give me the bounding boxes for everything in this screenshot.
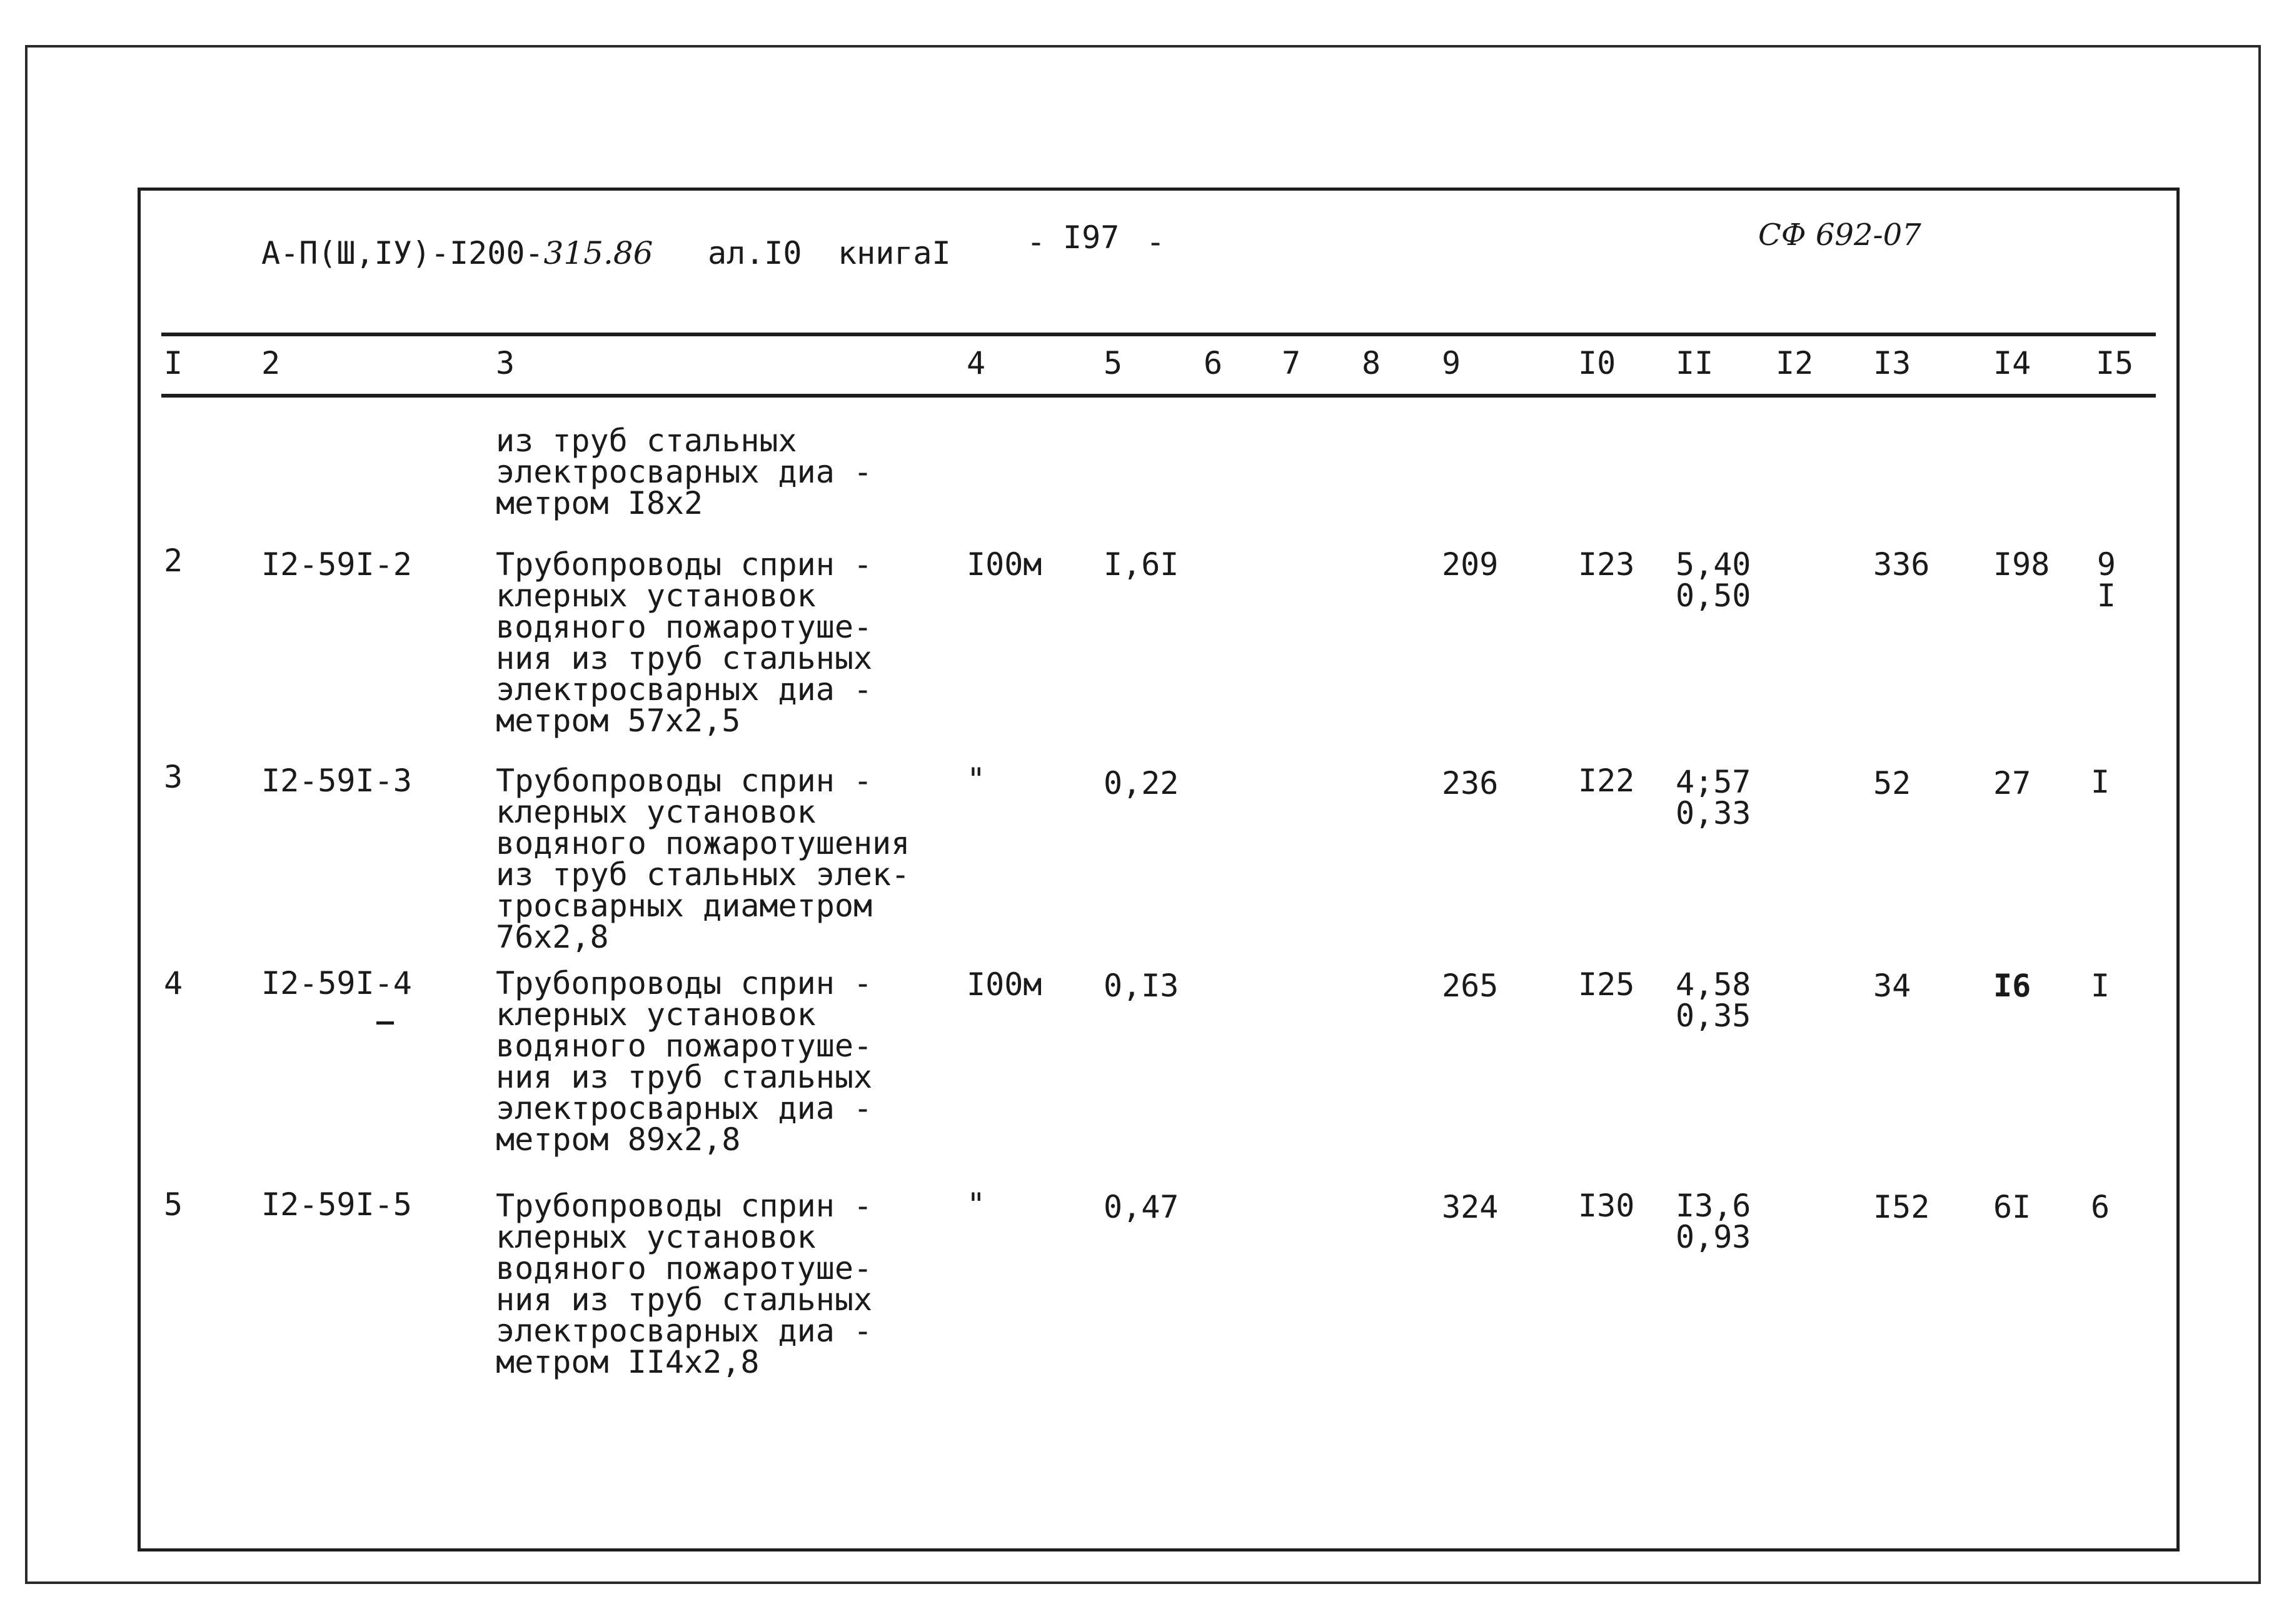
row-col11: I3,6 0,93 <box>1676 1188 1751 1255</box>
row-number: 2 <box>164 543 183 579</box>
row-col14: I6 <box>1993 968 2031 1004</box>
archive-stamp: СФ 692-07 <box>1758 218 1921 253</box>
column-header-8: 8 <box>1362 345 1381 381</box>
row-number: 3 <box>164 759 183 795</box>
column-header-4: 4 <box>967 345 986 381</box>
row-col13: I52 <box>1873 1189 1930 1225</box>
document-code-prefix: А-П(Ш,IУ)-I200- <box>261 235 544 271</box>
continuation-text: из труб стальных электросварных диа - метром I8х2 <box>496 423 873 521</box>
row-col11: 4,58 0,35 <box>1676 966 1751 1034</box>
column-header-7: 7 <box>1282 345 1301 381</box>
row-col5: 0,47 <box>1104 1189 1179 1225</box>
column-header-13: I3 <box>1873 345 1911 381</box>
row-col15: I <box>2091 968 2110 1004</box>
row-col10: I25 <box>1578 966 1635 1003</box>
album-label: ал.I0 <box>708 235 802 271</box>
table-top-rule <box>161 333 2156 336</box>
row-number: 5 <box>164 1186 183 1223</box>
column-header-12: I2 <box>1776 345 1814 381</box>
row-description: Трубопроводы сприн - клерных установок водяного пожаротушения из труб стальных элек- тросварных диаметром 76х2,8 <box>496 763 910 955</box>
row-col10: I30 <box>1578 1188 1635 1224</box>
page-dash-left: - <box>1027 224 1046 260</box>
row-col5: I,6I <box>1104 546 1179 583</box>
document-code <box>261 235 653 271</box>
row-unit: " <box>967 1186 986 1223</box>
column-header-15: I5 <box>2096 345 2134 381</box>
row-col5: 0,I3 <box>1104 968 1179 1004</box>
column-header-6: 6 <box>1204 345 1223 381</box>
row-col9: 236 <box>1442 765 1499 801</box>
row-code: I2-59I-3 <box>261 763 412 799</box>
row-col13: 34 <box>1873 968 1911 1004</box>
column-header-1: I <box>164 345 183 381</box>
row-col11: 5,40 0,50 <box>1676 546 1751 614</box>
row-col9: 209 <box>1442 546 1499 583</box>
column-header-10: I0 <box>1578 345 1616 381</box>
row-code: I2-59I-5 <box>261 1186 412 1223</box>
row-description: Трубопроводы сприн - клерных установок водяного пожаротуше- ния из труб стальных электросварных диа - метром 57х2,5 <box>496 546 873 739</box>
row-description: Трубопроводы сприн - клерных установок водяного пожаротуше- ния из труб стальных электросварных диа - метром 89х2,8 <box>496 965 873 1158</box>
row-col10: I23 <box>1578 546 1635 583</box>
row-col14: I98 <box>1993 546 2050 583</box>
column-header-2: 2 <box>261 345 281 381</box>
column-header-11: II <box>1676 345 1714 381</box>
row-col5: 0,22 <box>1104 765 1179 801</box>
row-unit: " <box>967 761 986 798</box>
row-col11: 4;57 0,33 <box>1676 764 1751 831</box>
page-dash-right: - <box>1146 224 1165 260</box>
column-header-3: 3 <box>496 345 515 381</box>
column-header-5: 5 <box>1104 345 1123 381</box>
row-code-dash <box>376 1021 394 1025</box>
row-unit: I00м <box>967 966 1042 1003</box>
row-unit: I00м <box>967 546 1042 583</box>
row-col14: 27 <box>1993 765 2031 801</box>
row-code: I2-59I-4 <box>261 965 412 1001</box>
row-col15: 6 <box>2091 1189 2110 1225</box>
row-col15: I <box>2091 764 2110 800</box>
row-number: 4 <box>164 965 183 1001</box>
table-header-rule <box>161 394 2156 398</box>
document-code-handwritten: 315.86 <box>543 235 653 271</box>
row-col9: 265 <box>1442 968 1499 1004</box>
row-code: I2-59I-2 <box>261 546 412 583</box>
row-col14: 6I <box>1993 1189 2031 1225</box>
page-number: I97 <box>1063 219 1120 256</box>
row-col13: 336 <box>1873 546 1930 583</box>
row-col13: 52 <box>1873 765 1911 801</box>
column-header-9: 9 <box>1442 345 1461 381</box>
book-label: книгаI <box>838 235 951 271</box>
row-col15: 9 I <box>2096 546 2116 614</box>
row-description: Трубопроводы сприн - клерных установок водяного пожаротуше- ния из труб стальных электросварных диа - метром II4х2,8 <box>496 1188 873 1380</box>
row-col10: I22 <box>1578 763 1635 799</box>
column-header-14: I4 <box>1993 345 2031 381</box>
row-col9: 324 <box>1442 1189 1499 1225</box>
page-frame <box>138 188 2180 1551</box>
